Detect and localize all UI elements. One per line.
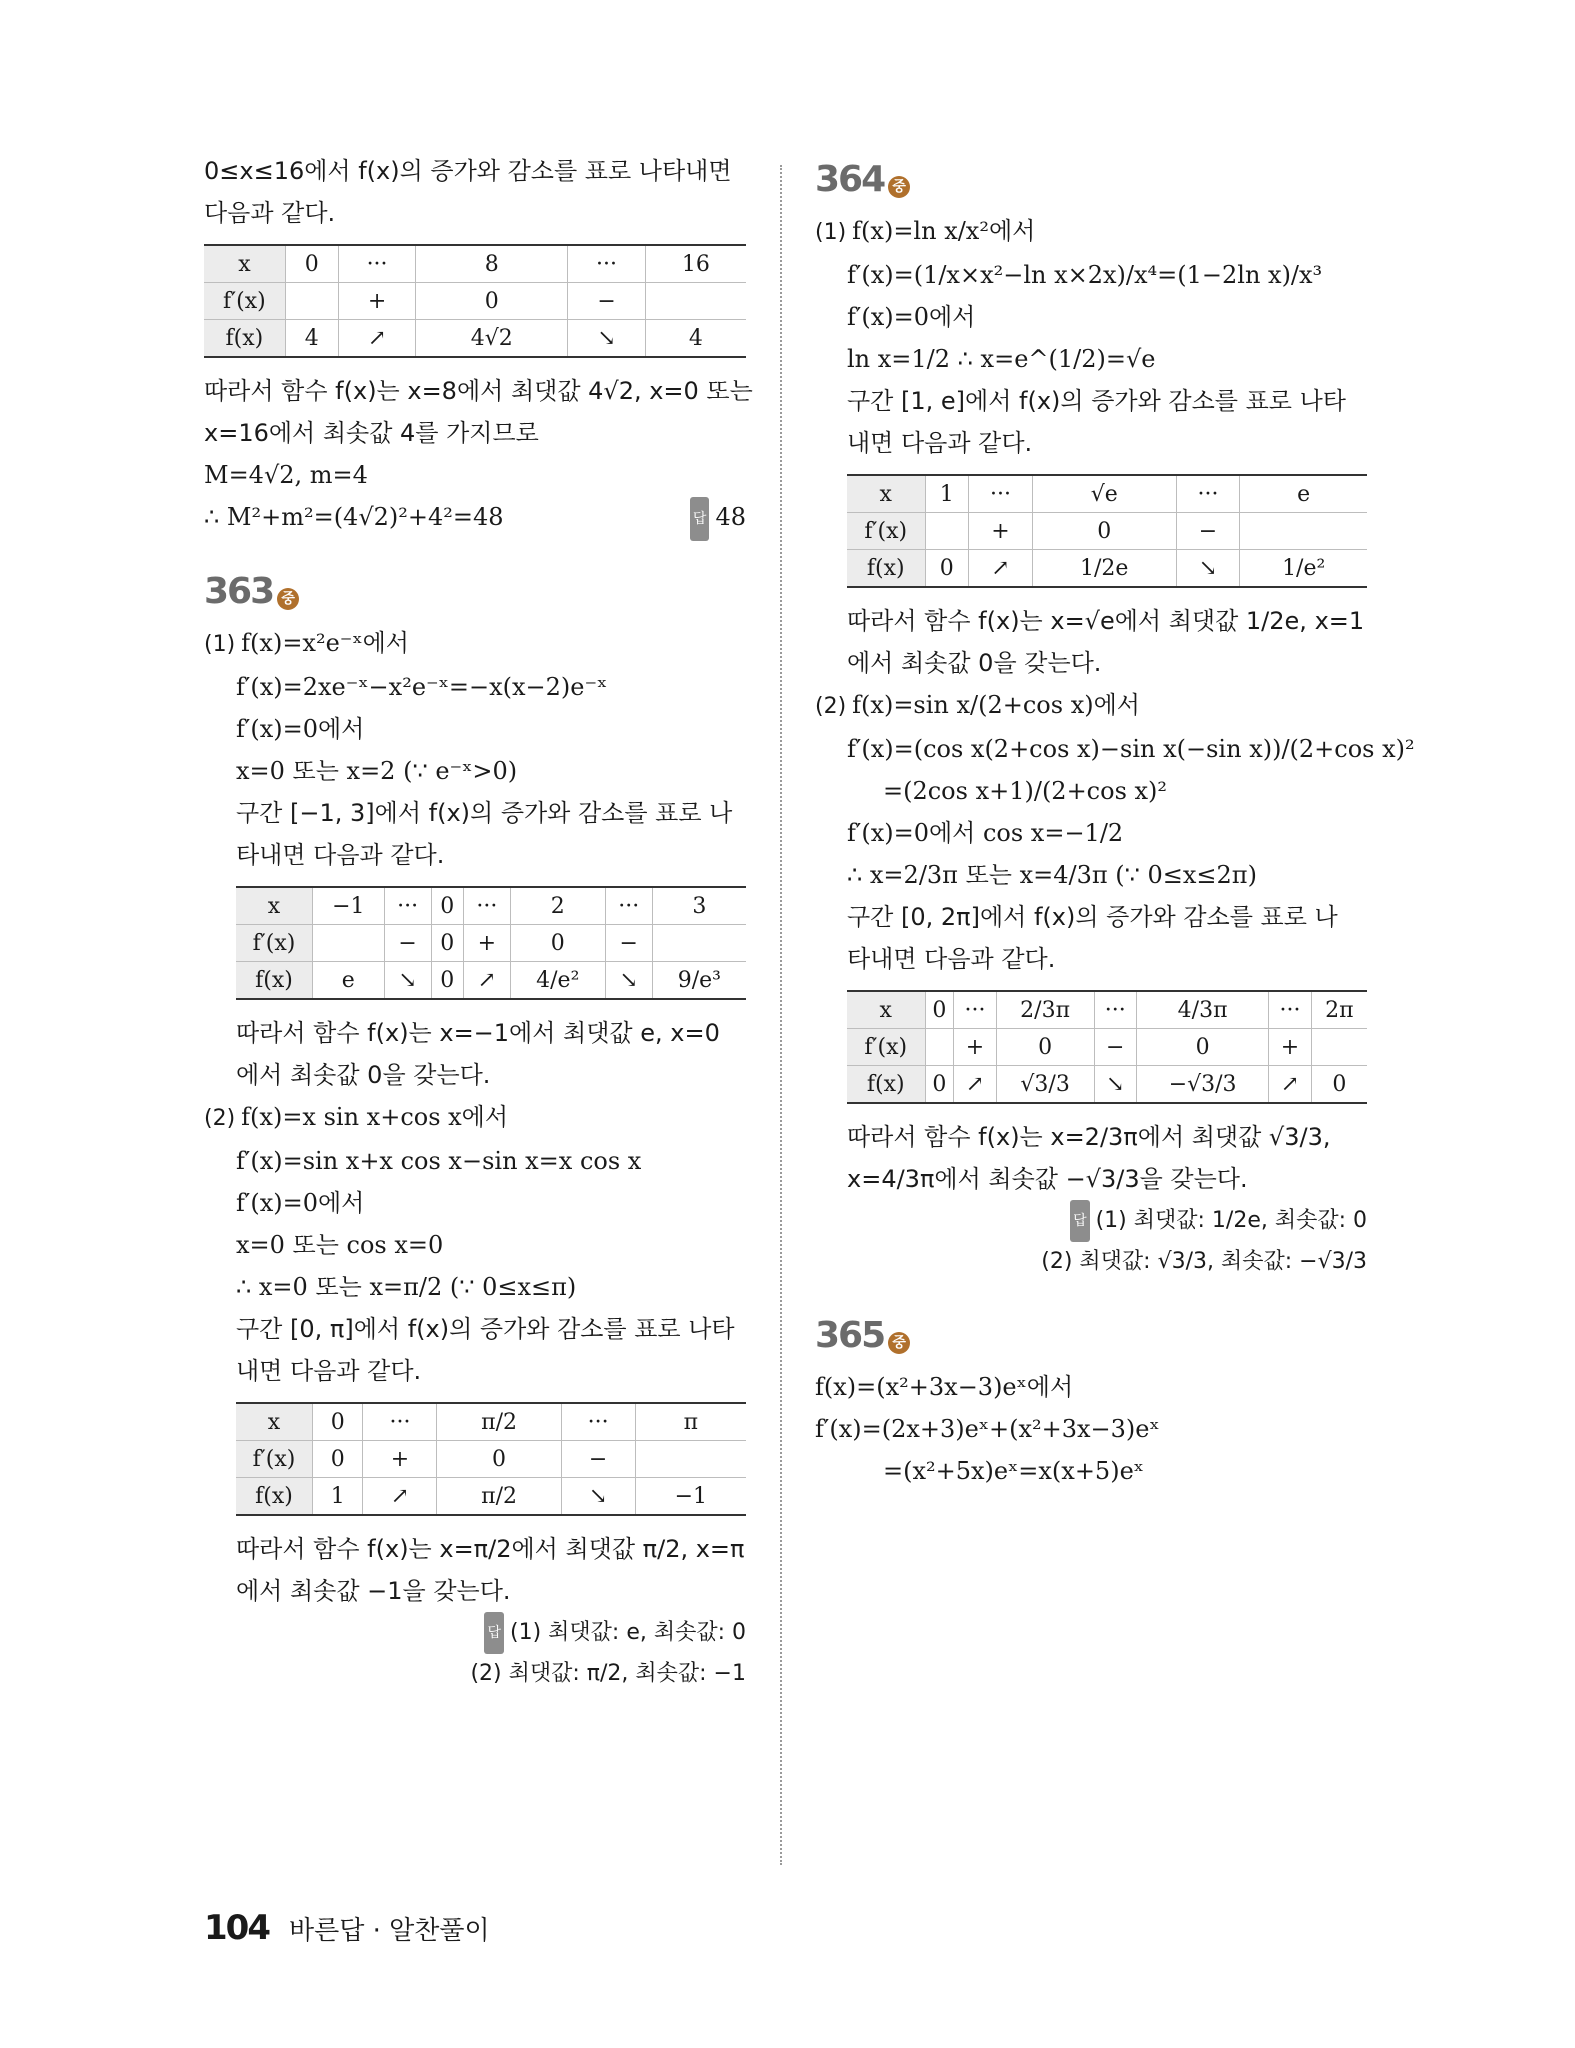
p364-part1-line-3: f′(x)=0에서 [847,303,976,331]
p364-part1-line-6: 내면 다음과 같다. [847,429,1033,457]
table-row-derivative: f′(x) 0 + 0 − [236,1441,746,1478]
p363-part2-line-1: (2) f(x)=x sin x+cos x에서 [204,1103,509,1131]
table-row-function: f(x) 4 ↗ 4√2 ↘ 4 [204,320,746,358]
p364-part1-concl-2: 에서 최솟값 0을 갖는다. [847,649,1102,677]
conclusion-line-3: M=4√2, m=4 [204,461,368,489]
p363-part1-line-6: 타내면 다음과 같다. [236,841,445,869]
problem-number: 364 [815,159,885,200]
variation-table-363-2 [236,1402,746,1516]
answer-362: 답 48 [690,496,746,541]
p363-part2-line-3: f′(x)=0에서 [236,1189,365,1217]
page-number: 104 [204,1908,269,1948]
p364-part2-line-2: f′(x)=(cos x(2+cos x)−sin x(−sin x))/(2+cos x)² [847,735,1415,763]
variation-table-362 [204,244,746,358]
conclusion-line-4 [204,496,746,538]
difficulty-badge-icon: 중 [277,588,299,610]
p364-part1-line-2: f′(x)=(1/x×x²−ln x×2x)/x⁴=(1−2ln x)/x³ [847,261,1323,289]
p363-part1-line-1: (1) f(x)=x²e⁻ˣ에서 [204,629,409,657]
column-divider [780,165,782,1865]
p363-part2-line-4: x=0 또는 cos x=0 [236,1231,444,1259]
table-row-function: f(x) e ↘ 0 ↗ 4/e² ↘ 9/e³ [236,962,746,1000]
page-footer [204,1908,490,1948]
intro-line-2: 다음과 같다. [204,199,336,227]
p364-part2-line-3: =(2cos x+1)/(2+cos x)² [883,777,1168,805]
p364-part2-line-7: 타내면 다음과 같다. [847,945,1056,973]
p363-part2-concl-2: 에서 최솟값 −1을 갖는다. [236,1577,511,1605]
table-row-function: f(x) 1 ↗ π/2 ↘ −1 [236,1478,746,1516]
p363-part2-line-7: 내면 다음과 같다. [236,1357,422,1385]
p363-part2-line-2: f′(x)=sin x+x cos x−sin x=x cos x [236,1147,642,1175]
problem-number: 363 [204,571,274,612]
p364-part1-line-4: ln x=1/2 ∴ x=e^(1/2)=√e [847,345,1156,373]
book-title: 바른답 · 알찬풀이 [288,1916,490,1946]
p364-part2-line-4: f′(x)=0에서 cos x=−1/2 [847,819,1124,847]
table-row-function: f(x) 0 ↗ 1/2e ↘ 1/e² [847,550,1367,588]
p364-part2-concl-1: 따라서 함수 f(x)는 x=2/3π에서 최댓값 √3/3, [847,1123,1331,1151]
p364-part1-line-1: (1) f(x)=ln x/x²에서 [815,217,1036,245]
p364-answer-1: 답 (1) 최댓값: 1/2e, 최솟값: 0 [815,1200,1367,1242]
p365-line-3: =(x²+5x)eˣ=x(x+5)eˣ [883,1457,1144,1485]
variation-table-364-2 [847,990,1367,1104]
conclusion-equation: ∴ M²+m²=(4√2)²+4²=48 [204,503,504,531]
p365-line-2: f′(x)=(2x+3)eˣ+(x²+3x−3)eˣ [815,1415,1160,1443]
p363-part1-concl-1: 따라서 함수 f(x)는 x=−1에서 최댓값 e, x=0 [236,1019,720,1047]
p364-part1-concl-1: 따라서 함수 f(x)는 x=√e에서 최댓값 1/2e, x=1 [847,607,1365,635]
p363-part2-concl-1: 따라서 함수 f(x)는 x=π/2에서 최댓값 π/2, x=π [236,1535,745,1563]
answer-box-icon: 답 [1070,1200,1090,1242]
conclusion-line-2: x=16에서 최솟값 4를 가지므로 [204,419,539,447]
p364-answer-2: (2) 최댓값: √3/3, 최솟값: −√3/3 [1041,1249,1367,1274]
variation-table-364-1 [847,474,1367,588]
answer-box-icon: 답 [690,497,710,541]
intro-line-1: 0≤x≤16에서 f(x)의 증가와 감소를 표로 나타내면 [204,157,732,185]
difficulty-badge-icon: 중 [888,1332,910,1354]
left-column [204,150,753,1694]
table-row-x: x 0 ··· π/2 ··· π [236,1403,746,1441]
problem-header-363 [204,562,746,622]
problem-header-365 [815,1306,1367,1366]
table-row-x: x 0 ··· 2/3π ··· 4/3π ··· 2π [847,991,1367,1029]
p363-part1-line-5: 구간 [−1, 3]에서 f(x)의 증가와 감소를 표로 나 [236,799,733,827]
table-row-x: x 1 ··· √e ··· e [847,475,1367,513]
table-row-derivative: f′(x) + 0 − [204,283,746,320]
p363-part2-line-5: ∴ x=0 또는 x=π/2 (∵ 0≤x≤π) [236,1273,577,1301]
p364-part2-concl-2: x=4/3π에서 최솟값 −√3/3을 갖는다. [847,1165,1248,1193]
table-row-derivative: f′(x) − 0 + 0 − [236,925,746,962]
table-row-derivative: f′(x) + 0 − [847,513,1367,550]
problem-header-364 [815,150,1367,210]
difficulty-badge-icon: 중 [888,176,910,198]
p363-answer-2: (2) 최댓값: π/2, 최솟값: −1 [470,1661,746,1686]
p363-part2-line-6: 구간 [0, π]에서 f(x)의 증가와 감소를 표로 나타 [236,1315,735,1343]
answer-box-icon: 답 [484,1612,504,1654]
conclusion-line-1: 따라서 함수 f(x)는 x=8에서 최댓값 4√2, x=0 또는 [204,377,753,405]
problem-number: 365 [815,1315,885,1356]
p363-part1-concl-2: 에서 최솟값 0을 갖는다. [236,1061,491,1089]
table-row-x: x −1 ··· 0 ··· 2 ··· 3 [236,887,746,925]
p363-part1-line-3: f′(x)=0에서 [236,715,365,743]
p364-part2-line-6: 구간 [0, 2π]에서 f(x)의 증가와 감소를 표로 나 [847,903,1338,931]
p364-part2-line-5: ∴ x=2/3π 또는 x=4/3π (∵ 0≤x≤2π) [847,861,1257,889]
variation-table-363-1 [236,886,746,1000]
p364-part2-line-1: (2) f(x)=sin x/(2+cos x)에서 [815,691,1140,719]
right-column [815,150,1415,1492]
p363-part1-line-4: x=0 또는 x=2 (∵ e⁻ˣ>0) [236,757,518,785]
table-row-x: x 0 ··· 8 ··· 16 [204,245,746,283]
table-row-derivative: f′(x) + 0 − 0 + [847,1029,1367,1066]
table-row-function: f(x) 0 ↗ √3/3 ↘ −√3/3 ↗ 0 [847,1066,1367,1104]
p363-answer-1: 답 (1) 최댓값: e, 최솟값: 0 [204,1612,746,1654]
p365-line-1: f(x)=(x²+3x−3)eˣ에서 [815,1373,1074,1401]
p364-part1-line-5: 구간 [1, e]에서 f(x)의 증가와 감소를 표로 나타 [847,387,1346,415]
p363-part1-line-2: f′(x)=2xe⁻ˣ−x²e⁻ˣ=−x(x−2)e⁻ˣ [236,673,608,701]
